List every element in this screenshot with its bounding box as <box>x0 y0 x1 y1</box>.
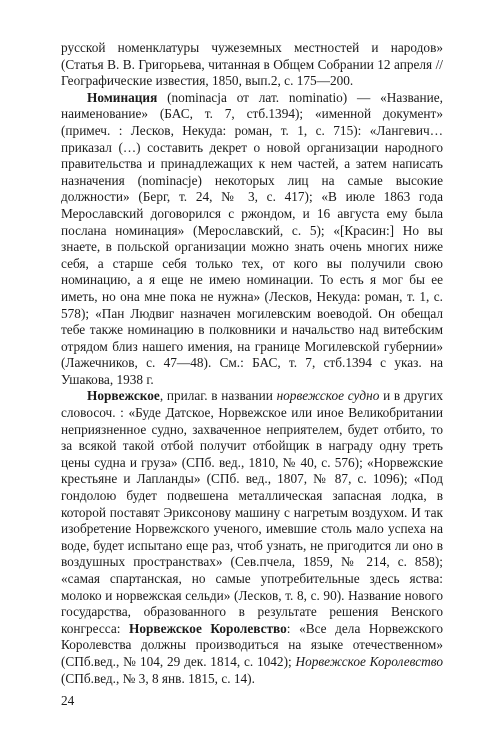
entry-text: , прилаг. в названии <box>159 388 277 404</box>
entry-text: : «Все дела Норвежского Королевства должны производиться на языке отечественном» (СПб.вед., № 104, 29 дек. 1814, с. 1042); <box>61 620 443 669</box>
entry-norvezhskoe <box>61 388 443 687</box>
page-number: 24 <box>61 693 75 708</box>
intro-paragraph: русской номенклатуры чужеземных местностей и народов» (Статья В. В. Григорьева, читанная в Общем Собрании 12 апреля // Географические известия, 1850, вып.2, с. 175—200. <box>61 40 443 89</box>
entry-headword: Норвежское <box>87 388 160 404</box>
entry-italic-phrase: Норвежское Королевство <box>295 653 443 669</box>
entry-text: (nominacja от лат. nominatio) — «Название, наименование» (БАС, т. 7, стб.1394); «именной документ» (примеч. : Лесков, Некуда: роман, т. 1, с. 715): «Лангевич… приказал (…) составить декрет о новой организации народного правительства и принадлежащих к нем частей, а затем написать назначения (nominacje) некоторых лиц на самые высокие должности» (Берг, т. 24, № 3, с. 417); «В июле 1863 года Мерославский договорился с ржондом, и 16 августа ему была послана номинация» (Мерославский, с. 5); «[Красин:] Но вы знаете, в польской организации можно знать очень многих ниже себя, а старше себя только тех, от кого вы получили свою номинацию, а я еще не имею номинации. То есть я мог бы ее иметь, но она мне пока не нужна» (Лесков, Некуда: роман, т. 1, с. 578); «Пан Людвиг назначен могилевским воеводой. Он обещал тебе также номинацию в полковники и начальство над витебским отрядом близ нашего имения, на границе Могилевской губернии» (Лажечников, с. 47—48). См.: БАС, т. 7, стб.1394 с указ. на Ушакова, 1938 г. <box>61 89 443 387</box>
entry-text: и в других словосоч. : «Буде Датское, Норвежское или иное Великобритании неприязненное судно, захваченное неприятелем, будет отбито, то за всякой такой отбой получит отбойщик в награду одну треть цены судна и груза» (СПб. вед., 1810, № 40, с. 576); «Норвежские крестьяне и Лапланды» (СПб. вед., 1807, № 87, с. 1096); «Под гондолою будет подвешена металлическая запасная лодка, в которой поставят Эриксонову машину с нагретым воздухом. И так изобретение Норвежского ученого, имевшие столь мало успеха на воде, будет испытано еще раз, чтоб узнать, не пригодится ли оно в воздушных пространствах» (Сев.пчела, 1859, № 214, с. 858); «самая спартанская, но самые употребительные здесь яства: молоко и норвежская сельди» (Лесков, т. 8, с. 90). Название нового государства, образованного в результате решения Венского конгресса: <box>61 388 443 636</box>
entry-nominatsiya <box>61 90 443 389</box>
entry-headword: Номинация <box>87 89 158 105</box>
entry-text: (СПб.вед., № 3, 8 янв. 1815, с. 14). <box>61 670 255 686</box>
entry-italic-phrase: норвежское судно <box>276 388 380 404</box>
entry-bold-phrase: Норвежское Королевство <box>129 620 287 636</box>
page-body <box>61 40 443 687</box>
